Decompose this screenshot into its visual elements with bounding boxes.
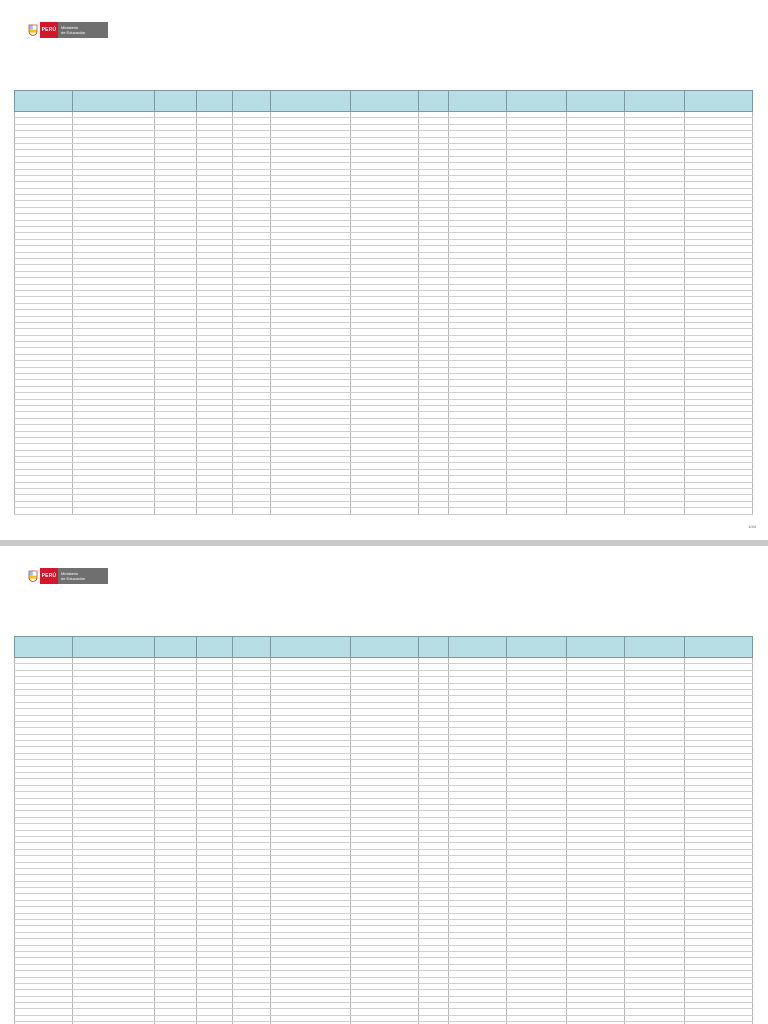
table-cell	[15, 508, 73, 514]
column-header	[567, 91, 625, 112]
column-header	[507, 637, 567, 658]
column-header	[449, 637, 507, 658]
column-header	[271, 637, 351, 658]
column-header	[351, 637, 419, 658]
page-number: 1/44	[748, 524, 756, 529]
table-cell	[567, 508, 625, 514]
column-header	[351, 91, 419, 112]
column-header	[197, 637, 233, 658]
ministry-label	[58, 568, 108, 584]
column-header	[155, 637, 197, 658]
ministry-label	[58, 22, 108, 38]
ministry-line-2: de Educación	[61, 576, 86, 581]
column-header	[73, 91, 155, 112]
ministerio-educacion-logo	[26, 22, 108, 38]
column-header	[233, 91, 271, 112]
peru-coat-of-arms-icon	[26, 22, 40, 38]
table-cell	[625, 508, 685, 514]
data-table	[14, 636, 753, 1024]
table-cell	[197, 508, 233, 514]
country-label: PERÚ	[40, 22, 58, 38]
table-body	[15, 112, 753, 515]
ministerio-educacion-logo	[26, 568, 108, 584]
column-header	[419, 637, 449, 658]
table-body	[15, 658, 753, 1024]
column-header	[419, 91, 449, 112]
column-header	[685, 637, 753, 658]
column-header	[73, 637, 155, 658]
table-cell	[685, 508, 753, 514]
column-header	[197, 91, 233, 112]
column-header	[507, 91, 567, 112]
column-header	[155, 91, 197, 112]
table-header-row	[15, 637, 753, 658]
column-header	[15, 91, 73, 112]
data-table	[14, 90, 753, 515]
ministry-line-2: de Educación	[61, 30, 86, 35]
column-header	[15, 637, 73, 658]
ministry-line-1: Ministerio	[61, 25, 79, 30]
peru-coat-of-arms-icon	[26, 568, 40, 584]
table-row	[15, 508, 753, 514]
column-header	[449, 91, 507, 112]
country-label: PERÚ	[40, 568, 58, 584]
table-cell	[351, 508, 419, 514]
table-cell	[449, 508, 507, 514]
column-header	[625, 91, 685, 112]
document-page-2	[0, 546, 768, 1024]
column-header	[685, 91, 753, 112]
table-cell	[271, 508, 351, 514]
table-cell	[507, 508, 567, 514]
column-header	[233, 637, 271, 658]
table-cell	[155, 508, 197, 514]
table-cell	[73, 508, 155, 514]
column-header	[625, 637, 685, 658]
table-cell	[233, 508, 271, 514]
column-header	[271, 91, 351, 112]
table-cell	[419, 508, 449, 514]
ministry-line-1: Ministerio	[61, 571, 79, 576]
column-header	[567, 637, 625, 658]
table-header-row	[15, 91, 753, 112]
